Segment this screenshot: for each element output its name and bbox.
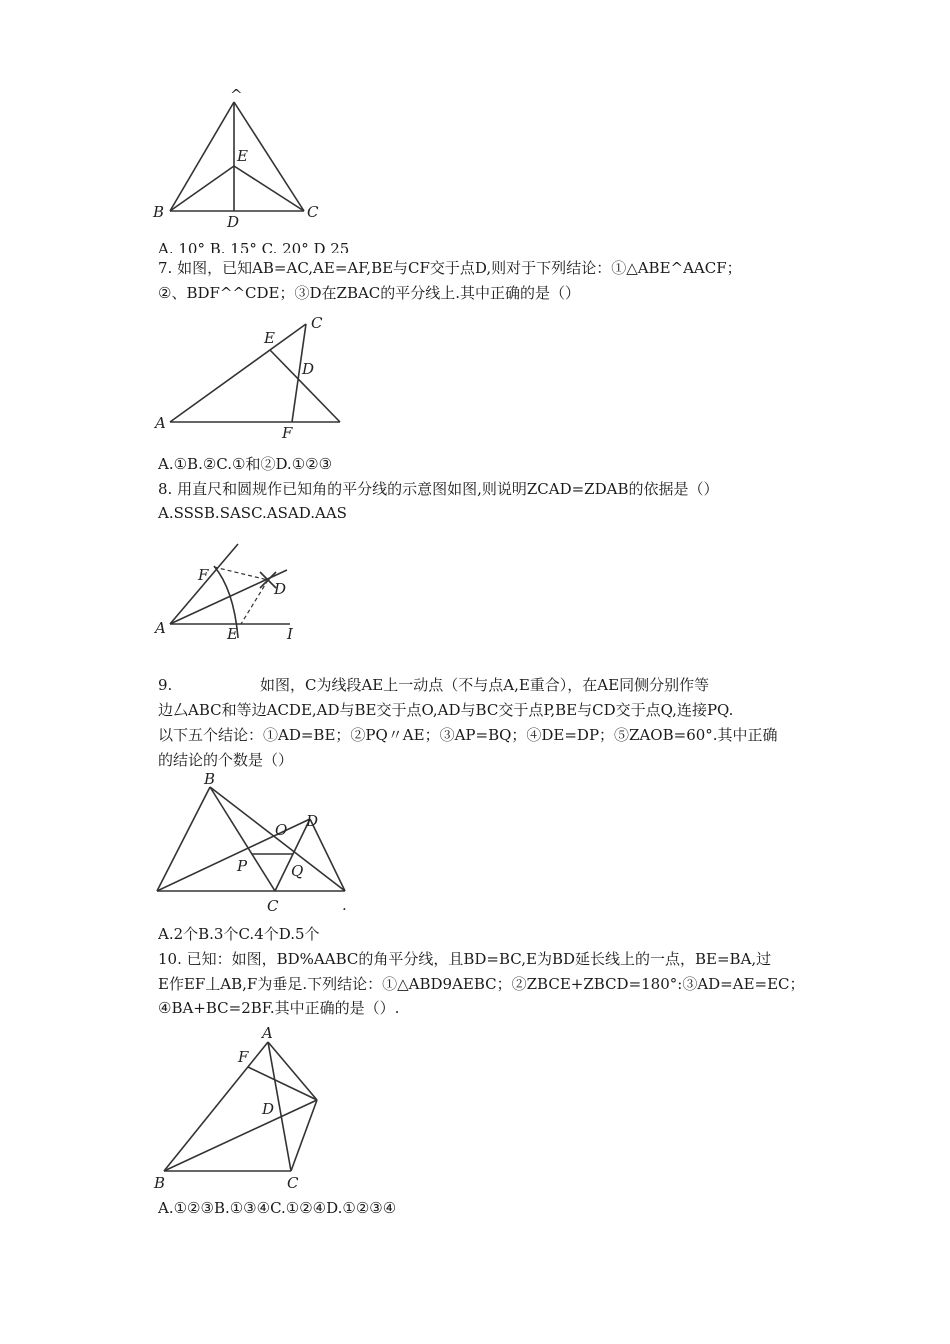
q10-label-b: B xyxy=(154,1174,166,1192)
q9-segment-bc xyxy=(210,787,275,891)
q6-label-b: B xyxy=(153,203,165,221)
q10-question-line-2: E作EF丄AB,F为垂足.下列结论：①△ABD9AEBC；②ZBCE+ZBCD=180°:③AD=AE=EC； xyxy=(158,975,805,993)
q8-figure xyxy=(150,538,300,643)
q7-question-line-1: 7. 如图，已知AB=AC,AE=AF,BE与CF交于点D,则对于下列结论：①△ABE^AACF； xyxy=(158,259,742,277)
q10-label-a: A xyxy=(262,1024,273,1042)
q7-figure xyxy=(150,312,350,447)
q9-question-line-1: 如图，C为线段AE上一动点（不与点A,E重合），在AE同侧分别作等 xyxy=(260,676,710,694)
q7-label-e: E xyxy=(264,329,275,347)
q8-question-line-1: 8. 用直尺和圆规作已知角的平分线的示意图如图,则说明ZCAD=ZDAB的依据是（） xyxy=(158,480,719,498)
q9-options: A.2个B.3个C.4个D.5个 xyxy=(158,925,320,943)
q10-segment-ef xyxy=(248,1067,317,1100)
q8-options: A.SSSB.SASC.ASAD.AAS xyxy=(158,504,347,522)
q8-label-a: A xyxy=(155,619,166,637)
q10-options: A.①②③B.①③④C.①②④D.①②③④ xyxy=(158,1199,397,1217)
q9-number: 9. xyxy=(158,676,173,694)
q10-figure xyxy=(150,1025,335,1195)
q6-figure xyxy=(150,86,330,235)
q7-label-c: C xyxy=(311,314,323,332)
q9-segment-be xyxy=(210,787,345,891)
q6-segment-ce xyxy=(234,166,304,211)
q9-question-line-2: 边厶ABC和等边ACDE,AD与BE交于点O,AD与BC交于点P,BE与CD交于点Q,连接PQ. xyxy=(158,701,734,719)
q9-label-b: B xyxy=(204,770,216,788)
q6-label-c: C xyxy=(307,203,319,221)
q10-question-line-1: 10. 已知：如图，BD%AABC的角平分线，且BD=BC,E为BD延长线上的一点，BE=BA,过 xyxy=(158,950,772,968)
q10-segment-ba xyxy=(164,1042,268,1171)
q10-label-c: C xyxy=(287,1174,299,1192)
q6-label-top: ^ xyxy=(230,86,243,104)
q9-question-line-3: 以下五个结论：①AD=BE；②PQ〃AE；③AP=BQ；④DE=DP；⑤ZAOB=60°.其中正确 xyxy=(158,726,778,744)
q6-label-d: D xyxy=(227,213,240,231)
q9-label-o: O xyxy=(275,821,288,839)
q10-segment-ae xyxy=(268,1042,317,1100)
q6-triangle-diagram xyxy=(150,86,330,235)
q10-label-f: F xyxy=(238,1048,249,1066)
q9-question-line-4: 的结论的个数是（） xyxy=(158,751,294,769)
q7-label-d: D xyxy=(302,360,315,378)
q7-question-line-2: ②、BDF^^CDE；③D在ZBAC的平分线上.其中正确的是（） xyxy=(158,284,581,302)
q9-label-q: Q xyxy=(291,862,304,880)
q7-label-f: F xyxy=(282,424,293,442)
q8-dash-ed xyxy=(241,580,268,624)
q6-side-ab xyxy=(170,102,234,211)
q7-label-a: A xyxy=(155,414,166,432)
q8-label-i: I xyxy=(287,625,293,643)
q10-diagram xyxy=(150,1025,335,1195)
q9-label-c: C xyxy=(267,897,279,915)
q9-equilateral-triangles-diagram xyxy=(150,772,360,917)
q7-diagram xyxy=(150,312,350,447)
q9-label-e: . xyxy=(342,896,347,914)
q9-figure xyxy=(150,772,360,917)
q9-segment-ab xyxy=(157,787,210,891)
q6-segment-be xyxy=(170,166,234,211)
q6-label-e: E xyxy=(237,147,248,165)
q8-angle-bisector-diagram xyxy=(150,538,300,643)
q10-question-line-3: ④BA+BC=2BF.其中正确的是（）. xyxy=(158,999,400,1017)
q8-ray-ac xyxy=(170,544,238,624)
q7-options: A.①B.②C.①和②D.①②③ xyxy=(158,455,333,473)
q7-segment-ac xyxy=(170,324,306,422)
q8-label-e: E xyxy=(227,625,238,643)
q9-label-p: P xyxy=(237,857,248,875)
q9-label-d: D xyxy=(306,812,319,830)
q6-options: A. 10° B. 15° C. 20° D 25 xyxy=(158,240,350,253)
q8-label-d: D xyxy=(274,580,287,598)
q10-label-d: D xyxy=(262,1100,275,1118)
q8-label-f: F xyxy=(198,566,209,584)
